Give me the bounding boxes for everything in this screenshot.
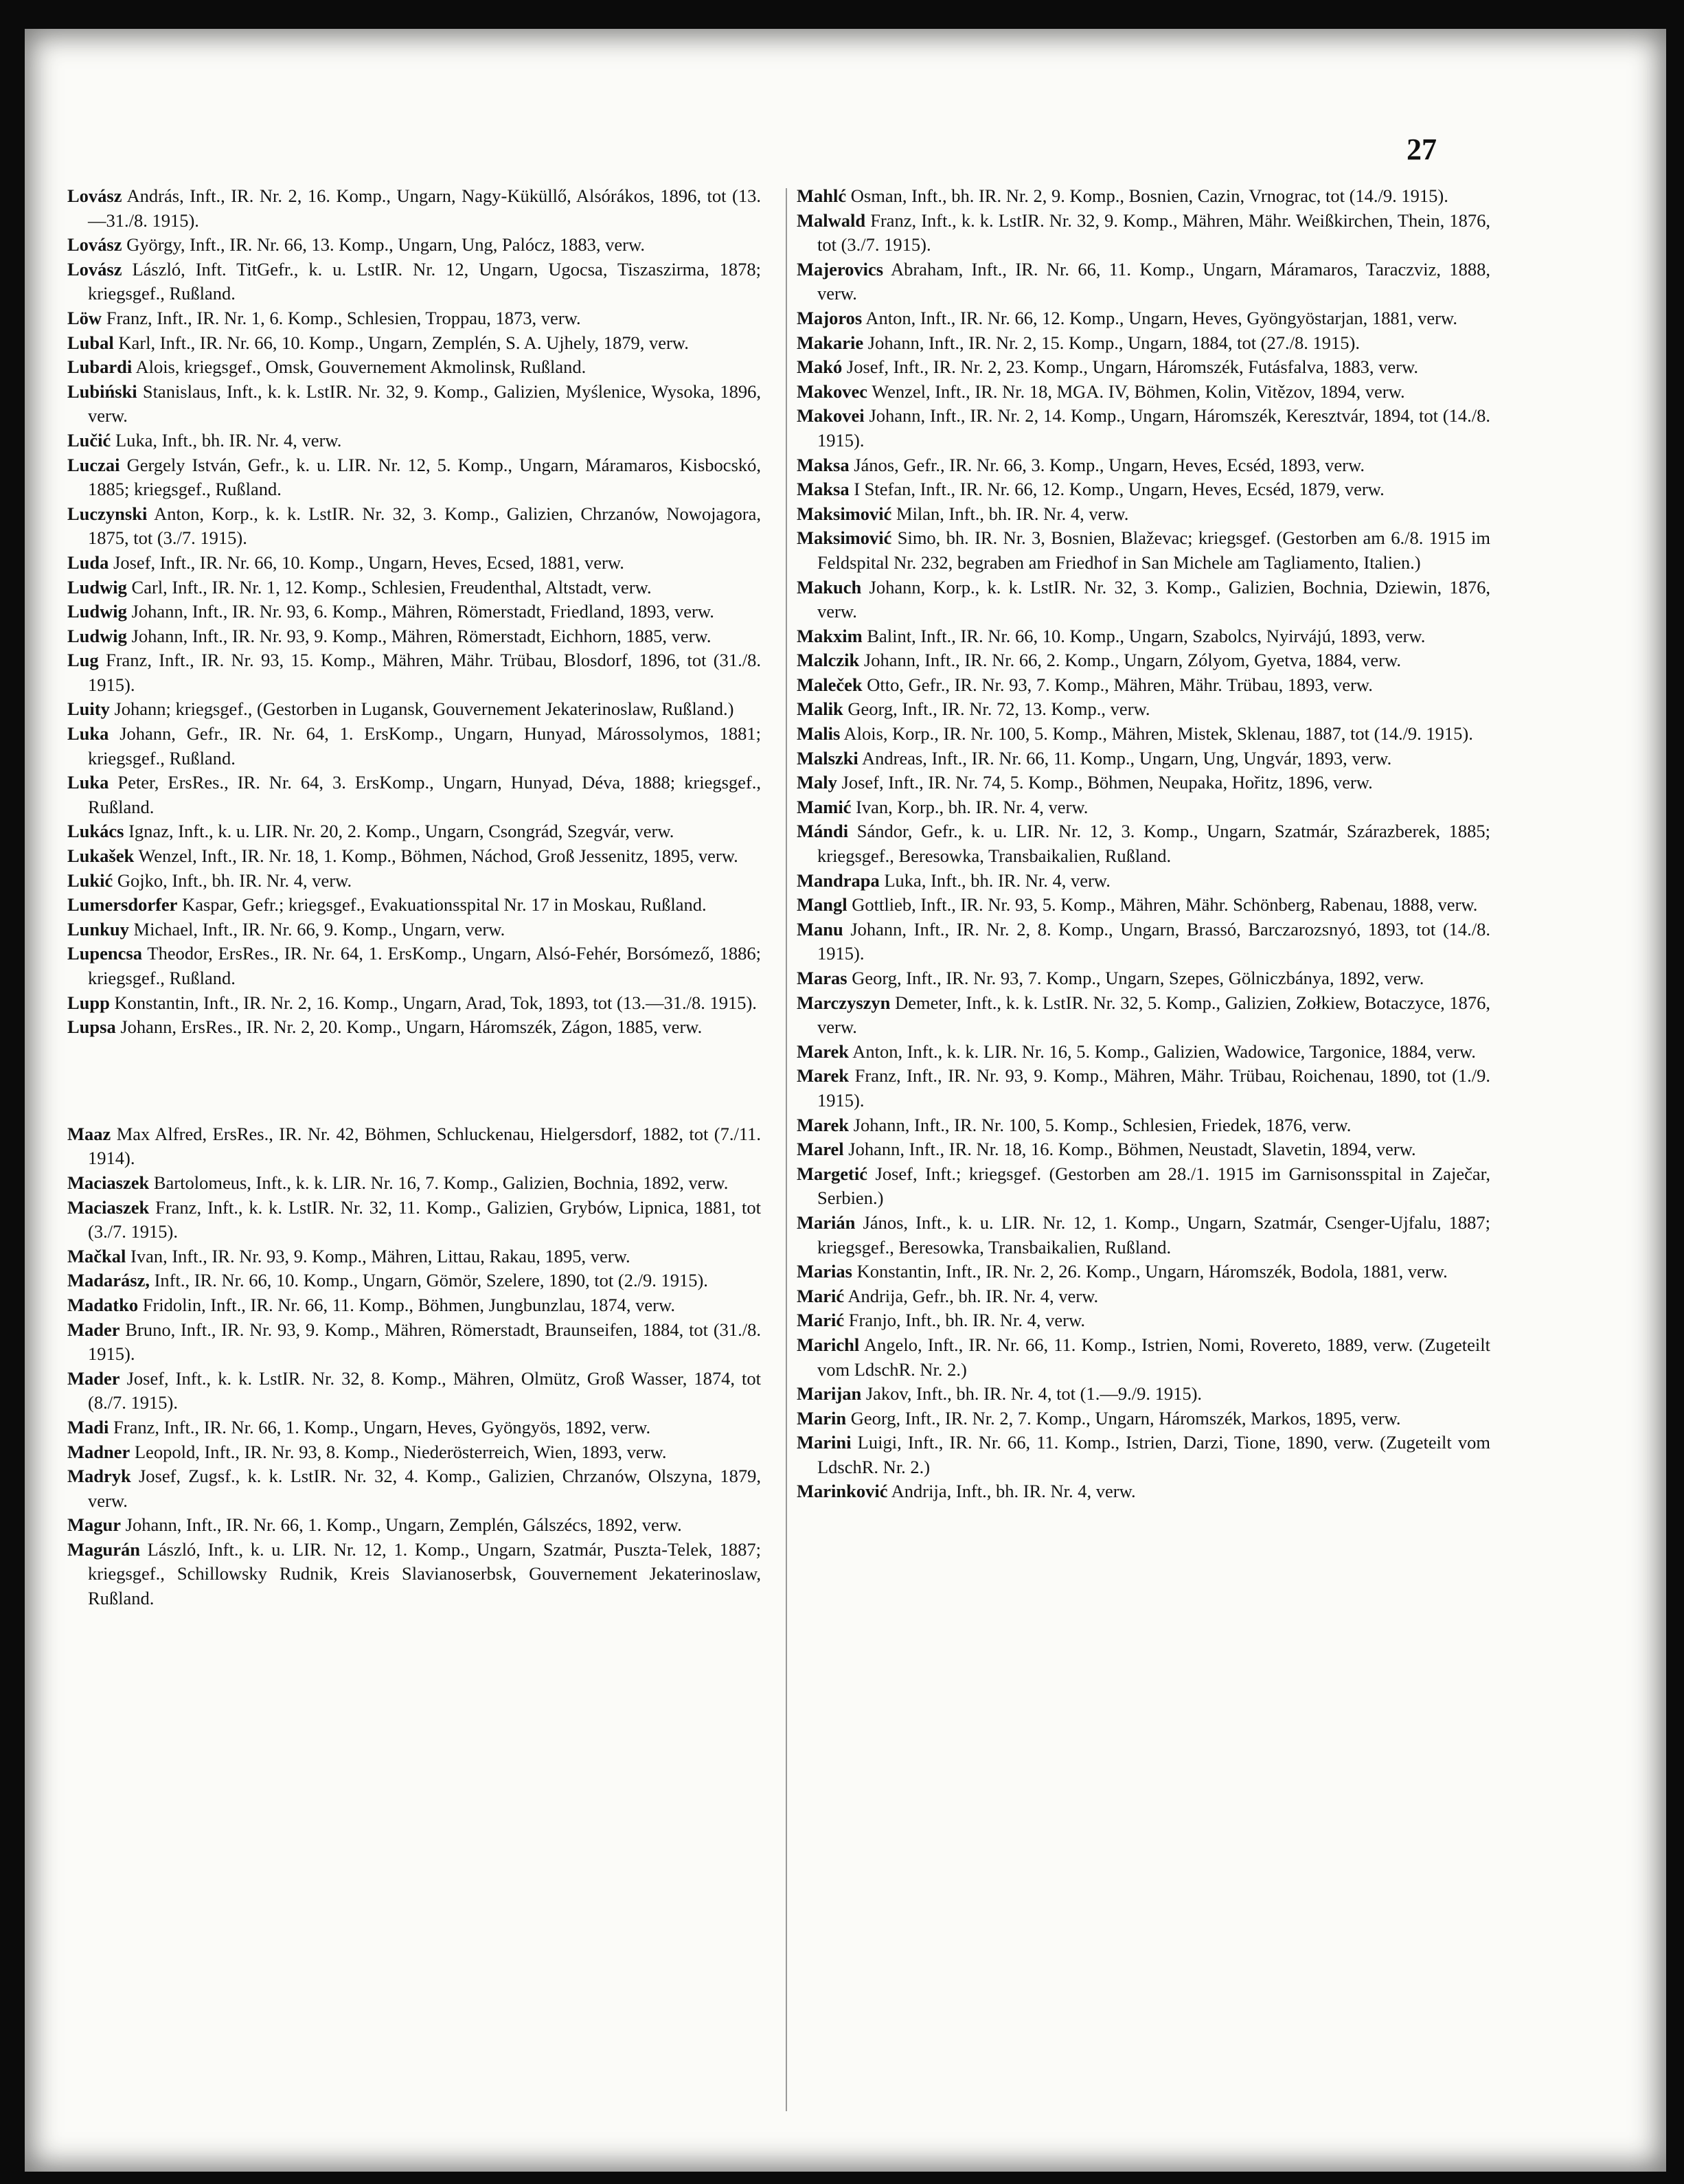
list-entry <box>67 844 761 869</box>
entry-details: Franz, Inft., IR. Nr. 93, 15. Komp., Mähren, Mähr. Trübau, Blosdorf, 1896, tot (31./8. 1915). <box>88 650 761 695</box>
entry-details: Ignaz, Inft., k. u. LIR. Nr. 20, 2. Komp., Ungarn, Csongrád, Szegvár, verw. <box>128 821 674 842</box>
entry-details: Josef, Inft., k. k. LstIR. Nr. 32, 8. Komp., Mähren, Olmütz, Groß Wasser, 1874, tot (8./7. 1915). <box>88 1367 762 1413</box>
list-entry <box>797 1040 1490 1065</box>
entry-surname: Marinković <box>797 1481 888 1502</box>
entry-details: Ivan, Inft., IR. Nr. 93, 9. Komp., Mähren, Littau, Rakau, 1895, verw. <box>130 1245 630 1266</box>
entry-details: Luka, Inft., bh. IR. Nr. 4, verw. <box>115 429 342 451</box>
right-column <box>797 184 1490 1504</box>
entry-details: Luka, Inft., bh. IR. Nr. 4, verw. <box>884 869 1111 891</box>
entry-surname: Lučić <box>67 429 111 451</box>
entry-surname: Marel <box>797 1139 844 1160</box>
list-entry <box>67 355 761 380</box>
entry-surname: Luity <box>67 698 110 720</box>
list-entry <box>797 453 1490 478</box>
entry-surname: Mamić <box>797 796 852 817</box>
entry-surname: Lubiński <box>67 380 137 402</box>
entry-details: Stanislaus, Inft., k. k. LstIR. Nr. 32, 9. Komp., Galizien, Myślenice, Wysoka, 1896, verw. <box>88 380 762 426</box>
list-entry <box>797 697 1490 722</box>
entry-surname: Marić <box>797 1310 845 1331</box>
entry-details: Andrija, Gefr., bh. IR. Nr. 4, verw. <box>847 1285 1099 1306</box>
entry-surname: Lunkuy <box>67 918 129 940</box>
list-entry <box>67 453 761 502</box>
entry-surname: Lubardi <box>67 356 133 378</box>
list-entry <box>797 673 1490 698</box>
entry-surname: Malwald <box>797 209 866 231</box>
entry-surname: Maly <box>797 772 837 793</box>
list-entry <box>797 819 1490 868</box>
list-entry <box>67 306 761 331</box>
entry-surname: Madatko <box>67 1294 139 1315</box>
entry-surname: Makovei <box>797 405 865 426</box>
entry-details: Johann, ErsRes., IR. Nr. 2, 20. Komp., Ungarn, Háromszék, Zágon, 1885, verw. <box>120 1016 703 1038</box>
entry-surname: Marijan <box>797 1383 862 1404</box>
entry-surname: Maksimović <box>797 503 892 524</box>
list-entry <box>67 1293 761 1318</box>
entry-surname: Mader <box>67 1319 120 1340</box>
entry-details: Gojko, Inft., bh. IR. Nr. 4, verw. <box>117 869 352 891</box>
entry-details: Josef, Inft., IR. Nr. 2, 23. Komp., Ungarn, Háromszék, Futásfalva, 1883, verw. <box>846 356 1419 378</box>
entry-surname: Mándi <box>797 821 849 842</box>
entry-details: Kaspar, Gefr.; kriegsgef., Evakuationsspital Nr. 17 in Moskau, Rußland. <box>182 894 707 915</box>
entry-details: Otto, Gefr., IR. Nr. 93, 7. Komp., Mähren, Mähr. Trübau, 1893, verw. <box>867 674 1373 695</box>
list-entry <box>797 722 1490 747</box>
entry-surname: Magurán <box>67 1538 140 1560</box>
entry-details: Gergely István, Gefr., k. u. LIR. Nr. 12, 5. Komp., Ungarn, Máramaros, Kisbocskó, 1885; kriegsgef., Rußland. <box>88 454 762 500</box>
entry-surname: Marek <box>797 1040 850 1062</box>
entry-details: Abraham, Inft., IR. Nr. 66, 11. Komp., Ungarn, Máramaros, Taraczviz, 1888, verw. <box>817 258 1490 304</box>
entry-surname: Ludwig <box>67 576 127 598</box>
list-entry <box>67 258 761 306</box>
list-entry <box>797 1064 1490 1113</box>
entry-details: Konstantin, Inft., IR. Nr. 2, 16. Komp., Ungarn, Arad, Tok, 1893, tot (13.—31./8. 1915). <box>114 992 757 1013</box>
entry-surname: Makuch <box>797 576 862 598</box>
list-entry <box>797 1479 1490 1504</box>
entry-details: Fridolin, Inft., IR. Nr. 66, 11. Komp., Böhmen, Jungbunzlau, 1874, verw. <box>142 1294 676 1315</box>
entry-details: Milan, Inft., bh. IR. Nr. 4, verw. <box>896 503 1129 524</box>
list-entry <box>67 1440 761 1465</box>
list-entry <box>797 1113 1490 1138</box>
entry-details: Johann, Inft., IR. Nr. 2, 15. Komp., Ungarn, 1884, tot (27./8. 1915). <box>867 332 1360 353</box>
list-entry <box>797 380 1490 405</box>
entry-details: Andreas, Inft., IR. Nr. 66, 11. Komp., Ungarn, Ung, Ungvár, 1893, verw. <box>861 747 1392 769</box>
entry-details: Konstantin, Inft., IR. Nr. 2, 26. Komp., Ungarn, Háromszék, Bodola, 1881, verw. <box>856 1261 1448 1282</box>
entry-surname: Lovász <box>67 185 122 206</box>
entry-details: Luigi, Inft., IR. Nr. 66, 11. Komp., Istrien, Darzi, Tione, 1890, verw. (Zugeteilt vom LdschR. Nr. 2.) <box>817 1432 1491 1477</box>
column-divider <box>786 188 787 2111</box>
list-entry <box>797 331 1490 356</box>
entry-details: Osman, Inft., bh. IR. Nr. 2, 9. Komp., Bosnien, Cazin, Vrnograc, tot (14./9. 1915). <box>850 185 1448 206</box>
entry-surname: Madarász, <box>67 1270 150 1291</box>
entry-details: Michael, Inft., IR. Nr. 66, 9. Komp., Ungarn, verw. <box>133 918 505 940</box>
entry-details: Franjo, Inft., bh. IR. Nr. 4, verw. <box>848 1310 1085 1331</box>
list-entry <box>797 624 1490 649</box>
entry-surname: Marek <box>797 1114 850 1135</box>
entry-surname: Lumersdorfer <box>67 894 178 915</box>
list-entry <box>797 966 1490 991</box>
entry-details: Josef, Inft.; kriegsgef. (Gestorben am 28./1. 1915 im Garnisonsspital in Zaječar, Serbien.) <box>817 1163 1491 1209</box>
list-entry <box>67 819 761 844</box>
entry-surname: Lubal <box>67 332 114 353</box>
entry-surname: Lupsa <box>67 1016 116 1038</box>
entry-details: Franz, Inft., IR. Nr. 66, 1. Komp., Ungarn, Heves, Gyöngyös, 1892, verw. <box>113 1416 651 1437</box>
entry-surname: Madner <box>67 1441 130 1462</box>
entry-details: Franz, Inft., k. k. LstIR. Nr. 32, 9. Komp., Mähren, Mähr. Weißkirchen, Thein, 1876, tot (3./7. 1915). <box>817 209 1491 255</box>
list-entry <box>797 1407 1490 1431</box>
list-entry <box>67 184 761 233</box>
entry-surname: Maksa <box>797 454 850 475</box>
list-entry <box>797 1308 1490 1333</box>
entry-details: Leopold, Inft., IR. Nr. 93, 8. Komp., Niederösterreich, Wien, 1893, verw. <box>134 1441 667 1462</box>
entry-surname: Löw <box>67 307 102 328</box>
entry-details: Sándor, Gefr., k. u. LIR. Nr. 12, 3. Komp., Ungarn, Szatmár, Szárazberek, 1885; kriegsgef., Beresowka, Transbaikalien, Rußland. <box>817 821 1490 867</box>
entry-details: László, Inft., k. u. LIR. Nr. 12, 1. Komp., Ungarn, Szatmár, Puszta-Telek, 1887; kriegsgef., Schillowsky Rudnik, Kreis Slavianoserbsk, Gouvernement Jekaterinoslaw, Rußland. <box>88 1538 762 1609</box>
list-entry <box>67 893 761 918</box>
entry-surname: Marini <box>797 1432 852 1453</box>
list-entry <box>797 404 1490 453</box>
entry-surname: Marias <box>797 1261 852 1282</box>
entry-surname: Marichl <box>797 1334 860 1355</box>
list-entry <box>67 1171 761 1196</box>
entry-details: Franz, Inft., k. k. LstIR. Nr. 32, 11. Komp., Galizien, Grybów, Lipnica, 1881, tot (3./7. 1915). <box>88 1196 762 1242</box>
entry-surname: Malczik <box>797 650 860 671</box>
entry-details: Alois, kriegsgef., Omsk, Gouvernement Akmolinsk, Rußland. <box>135 356 587 378</box>
entry-surname: Marián <box>797 1212 856 1233</box>
list-entry <box>797 1333 1490 1382</box>
list-entry <box>797 1162 1490 1211</box>
entry-details: András, Inft., IR. Nr. 2, 16. Komp., Ungarn, Nagy-Küküllő, Alsórákos, 1896, tot (13.—31./8. 1915). <box>88 185 761 231</box>
list-entry <box>67 1015 761 1040</box>
list-entry <box>67 1122 761 1171</box>
list-entry <box>797 502 1490 527</box>
entry-details: Balint, Inft., IR. Nr. 66, 10. Komp., Ungarn, Szabolcs, Nyirvájú, 1893, verw. <box>867 625 1426 646</box>
entry-surname: Marek <box>797 1065 850 1087</box>
list-entry <box>797 1137 1490 1162</box>
list-entry <box>797 209 1490 258</box>
list-entry <box>67 1318 761 1367</box>
entry-surname: Luda <box>67 551 109 573</box>
entry-details: Demeter, Inft., k. k. LstIR. Nr. 32, 5. Komp., Galizien, Zołkiew, Botaczyce, 1876, verw. <box>817 992 1490 1038</box>
entry-details: János, Gefr., IR. Nr. 66, 3. Komp., Ungarn, Heves, Ecséd, 1893, verw. <box>854 454 1365 475</box>
entry-surname: Marić <box>797 1285 845 1306</box>
list-entry <box>67 380 761 429</box>
entry-details: Johann, Inft., IR. Nr. 2, 8. Komp., Ungarn, Brassó, Barczarozsnyó, 1893, tot (14./8. 1915). <box>817 918 1491 964</box>
list-entry <box>67 771 761 819</box>
entry-details: Anton, Inft., IR. Nr. 66, 12. Komp., Ungarn, Heves, Gyöngyöstarjan, 1881, verw. <box>865 307 1457 328</box>
entry-surname: Magur <box>67 1514 122 1536</box>
entry-surname: Malszki <box>797 747 858 769</box>
entry-details: Carl, Inft., IR. Nr. 1, 12. Komp., Schlesien, Freudenthal, Altstadt, verw. <box>131 576 652 598</box>
list-entry <box>797 795 1490 820</box>
entry-surname: Makovec <box>797 380 868 402</box>
list-entry <box>67 1244 761 1269</box>
list-entry <box>797 576 1490 624</box>
entry-surname: Lupencsa <box>67 943 142 964</box>
entry-surname: Madryk <box>67 1466 131 1487</box>
list-entry <box>67 600 761 624</box>
list-entry <box>797 526 1490 575</box>
list-entry <box>67 918 761 942</box>
entry-surname: Lukić <box>67 869 113 891</box>
entry-surname: Luka <box>67 723 109 744</box>
entry-surname: Lukács <box>67 821 124 842</box>
list-entry <box>67 991 761 1016</box>
entry-details: György, Inft., IR. Nr. 66, 13. Komp., Ungarn, Ung, Palócz, 1883, verw. <box>126 234 646 255</box>
list-entry <box>67 697 761 722</box>
list-entry <box>67 1367 761 1415</box>
entry-details: Angelo, Inft., IR. Nr. 66, 11. Komp., Istrien, Nomi, Rovereto, 1889, verw. (Zugeteilt vom LdschR. Nr. 2.) <box>817 1334 1490 1380</box>
entry-details: Karl, Inft., IR. Nr. 66, 10. Komp., Ungarn, Zemplén, S. A. Ujhely, 1879, verw. <box>118 332 689 353</box>
list-entry <box>797 1382 1490 1407</box>
list-entry <box>797 355 1490 380</box>
list-entry <box>67 429 761 453</box>
entry-surname: Maksimović <box>797 527 892 549</box>
entry-details: Alois, Korp., IR. Nr. 100, 5. Komp., Mähren, Mistek, Sklenau, 1887, tot (14./9. 1915). <box>843 723 1473 744</box>
entry-details: Inft., IR. Nr. 66, 10. Komp., Ungarn, Gömör, Szelere, 1890, tot (2./9. 1915). <box>154 1270 708 1291</box>
entry-surname: Margetić <box>797 1163 867 1184</box>
entry-surname: Manu <box>797 918 843 940</box>
list-entry <box>797 306 1490 331</box>
entry-surname: Malis <box>797 723 841 744</box>
entry-details: Johann, Inft., IR. Nr. 100, 5. Komp., Schlesien, Friedek, 1876, verw. <box>853 1114 1352 1135</box>
list-entry <box>67 722 761 771</box>
entry-surname: Lovász <box>67 234 122 255</box>
entry-surname: Madi <box>67 1416 109 1437</box>
list-entry <box>797 893 1490 918</box>
entry-surname: Makarie <box>797 332 864 353</box>
entry-surname: Maleček <box>797 674 863 695</box>
entry-surname: Maciaszek <box>67 1196 150 1218</box>
entry-surname: Ludwig <box>67 601 127 622</box>
entry-details: Johann, Inft., IR. Nr. 93, 6. Komp., Mähren, Römerstadt, Friedland, 1893, verw. <box>131 601 714 622</box>
entry-details: Jakov, Inft., bh. IR. Nr. 4, tot (1.—9./9. 1915). <box>865 1383 1203 1404</box>
entry-details: Simo, bh. IR. Nr. 3, Bosnien, Blaževac; kriegsgef. (Gestorben am 6./8. 1915 im Feldspital Nr. 232, begraben am Friedhof in San Michele am Tagliamento, Italien.) <box>817 527 1490 573</box>
list-entry <box>67 1464 761 1513</box>
list-entry <box>67 551 761 576</box>
list-entry <box>797 918 1490 966</box>
entry-details: Johann, Inft., IR. Nr. 93, 9. Komp., Mähren, Römerstadt, Eichhorn, 1885, verw. <box>131 625 712 646</box>
list-entry <box>67 869 761 894</box>
list-entry <box>67 942 761 990</box>
list-entry <box>797 1211 1490 1260</box>
entry-surname: Majoros <box>797 307 863 328</box>
section-gap <box>67 1040 761 1122</box>
entry-surname: Maciaszek <box>67 1172 150 1193</box>
list-entry <box>797 771 1490 795</box>
entry-details: Bartolomeus, Inft., k. k. LIR. Nr. 16, 7. Komp., Galizien, Bochnia, 1892, verw. <box>153 1172 729 1193</box>
entry-surname: Mangl <box>797 894 847 915</box>
list-entry <box>67 233 761 258</box>
entry-surname: Luka <box>67 772 109 793</box>
entry-details: Josef, Inft., IR. Nr. 74, 5. Komp., Böhmen, Neupaka, Hořitz, 1896, verw. <box>841 772 1373 793</box>
entry-details: Peter, ErsRes., IR. Nr. 64, 3. ErsKomp., Ungarn, Hunyad, Déva, 1888; kriegsgef., Rußland. <box>88 772 761 817</box>
list-entry <box>797 184 1490 209</box>
entry-details: László, Inft. TitGefr., k. u. LstIR. Nr. 12, Ungarn, Ugocsa, Tiszaszirma, 1878; kriegsgef., Rußland. <box>88 258 761 304</box>
entry-details: Johann, Inft., IR. Nr. 66, 2. Komp., Ungarn, Zólyom, Gyetva, 1884, verw. <box>863 650 1402 671</box>
entry-details: Josef, Zugsf., k. k. LstIR. Nr. 32, 4. Komp., Galizien, Chrzanów, Olszyna, 1879, verw. <box>88 1466 761 1511</box>
list-entry <box>797 991 1490 1040</box>
entry-surname: Lovász <box>67 258 122 280</box>
entry-surname: Majerovics <box>797 258 884 280</box>
entry-surname: Lupp <box>67 992 110 1013</box>
entry-details: Wenzel, Inft., IR. Nr. 18, MGA. IV, Böhmen, Kolin, Vitězov, 1894, verw. <box>872 380 1405 402</box>
list-entry <box>67 576 761 600</box>
list-entry <box>797 648 1490 673</box>
entry-details: Bruno, Inft., IR. Nr. 93, 9. Komp., Mähren, Römerstadt, Braunseifen, 1884, tot (31./8. 1915). <box>88 1319 762 1365</box>
entry-details: Georg, Inft., IR. Nr. 2, 7. Komp., Ungarn, Háromszék, Markos, 1895, verw. <box>850 1407 1401 1429</box>
page-number: 27 <box>1407 133 1437 166</box>
list-entry <box>797 477 1490 502</box>
entry-surname: Lukašek <box>67 845 135 867</box>
entry-details: Johann; kriegsgef., (Gestorben in Lugansk, Gouvernement Jekaterinoslaw, Rußland.) <box>114 698 734 720</box>
list-entry <box>797 1284 1490 1309</box>
list-entry <box>797 747 1490 771</box>
entry-surname: Marczyszyn <box>797 992 891 1013</box>
entry-details: Andrija, Inft., bh. IR. Nr. 4, verw. <box>891 1481 1136 1502</box>
entry-details: Johann, Inft., IR. Nr. 66, 1. Komp., Ungarn, Zemplén, Gálszécs, 1892, verw. <box>125 1514 682 1536</box>
list-entry <box>67 502 761 551</box>
entry-surname: Mahlć <box>797 185 847 206</box>
entry-surname: Ludwig <box>67 625 127 646</box>
entry-details: Ivan, Korp., bh. IR. Nr. 4, verw. <box>856 796 1089 817</box>
entry-details: Johann, Inft., IR. Nr. 2, 14. Komp., Ungarn, Háromszék, Keresztvár, 1894, tot (14./8. 1915). <box>817 405 1490 451</box>
entry-surname: Maaz <box>67 1123 111 1144</box>
entry-details: Georg, Inft., IR. Nr. 72, 13. Komp., verw. <box>847 698 1150 720</box>
list-entry <box>67 1415 761 1440</box>
list-entry <box>797 258 1490 306</box>
list-entry <box>67 1269 761 1293</box>
entry-surname: Makó <box>797 356 843 378</box>
left-column <box>67 184 761 1611</box>
entry-details: Franz, Inft., IR. Nr. 93, 9. Komp., Mähren, Mähr. Trübau, Roichenau, 1890, tot (1./9. 1915). <box>817 1065 1491 1111</box>
list-entry <box>67 1538 761 1611</box>
entry-details: Max Alfred, ErsRes., IR. Nr. 42, Böhmen, Schluckenau, Hielgersdorf, 1882, tot (7./11. 1914). <box>88 1123 762 1169</box>
entry-details: Anton, Inft., k. k. LIR. Nr. 16, 5. Komp., Galizien, Wadowice, Targonice, 1884, verw. <box>852 1040 1476 1062</box>
entry-details: Theodor, ErsRes., IR. Nr. 64, 1. ErsKomp., Ungarn, Alsó-Fehér, Borsómező, 1886; kriegsgef., Rußland. <box>88 943 761 988</box>
book-page <box>25 29 1666 2172</box>
list-entry <box>797 1431 1490 1479</box>
entry-details: János, Inft., k. u. LIR. Nr. 12, 1. Komp., Ungarn, Szatmár, Csenger-Ujfalu, 1887; kriegsgef., Beresowka, Transbaikalien, Rußland. <box>817 1212 1490 1258</box>
entry-details: Anton, Korp., k. k. LstIR. Nr. 32, 3. Komp., Galizien, Chrzanów, Nowojagora, 1875, tot (3./7. 1915). <box>88 503 761 549</box>
entry-surname: Luczai <box>67 454 120 475</box>
entry-details: Josef, Inft., IR. Nr. 66, 10. Komp., Ungarn, Heves, Ecsed, 1881, verw. <box>113 551 624 573</box>
entry-surname: Mačkal <box>67 1245 126 1266</box>
list-entry <box>67 331 761 356</box>
entry-surname: Maksa <box>797 479 850 500</box>
entry-details: Wenzel, Inft., IR. Nr. 18, 1. Komp., Böhmen, Náchod, Groß Jessenitz, 1895, verw. <box>138 845 738 867</box>
list-entry <box>67 1196 761 1244</box>
entry-details: Franz, Inft., IR. Nr. 1, 6. Komp., Schlesien, Troppau, 1873, verw. <box>106 307 581 328</box>
entry-surname: Mader <box>67 1367 120 1389</box>
list-entry <box>797 1260 1490 1284</box>
entry-surname: Makxim <box>797 625 863 646</box>
entry-details: Georg, Inft., IR. Nr. 93, 7. Komp., Ungarn, Szepes, Gölniczbánya, 1892, verw. <box>852 968 1424 988</box>
entry-surname: Marin <box>797 1407 847 1429</box>
entry-surname: Lug <box>67 650 99 671</box>
entry-details: Johann, Inft., IR. Nr. 18, 16. Komp., Böhmen, Neustadt, Slavetin, 1894, verw. <box>848 1139 1416 1160</box>
entry-details: Johann, Korp., k. k. LstIR. Nr. 32, 3. Komp., Galizien, Bochnia, Dziewin, 1876, verw. <box>817 576 1490 622</box>
entry-details: Gottlieb, Inft., IR. Nr. 93, 5. Komp., Mähren, Mähr. Schönberg, Rabenau, 1888, verw. <box>852 894 1478 915</box>
list-entry <box>67 624 761 649</box>
entry-surname: Luczynski <box>67 503 148 524</box>
entry-surname: Mandrapa <box>797 869 880 891</box>
entry-surname: Maras <box>797 968 847 988</box>
list-entry <box>67 648 761 697</box>
list-entry <box>797 869 1490 894</box>
entry-details: Johann, Gefr., IR. Nr. 64, 1. ErsKomp., Ungarn, Hunyad, Márossolymos, 1881; kriegsgef., Rußland. <box>88 723 762 769</box>
entry-details: I Stefan, Inft., IR. Nr. 66, 12. Komp., Ungarn, Heves, Ecséd, 1879, verw. <box>854 479 1385 500</box>
entry-surname: Malik <box>797 698 843 720</box>
list-entry <box>67 1513 761 1538</box>
